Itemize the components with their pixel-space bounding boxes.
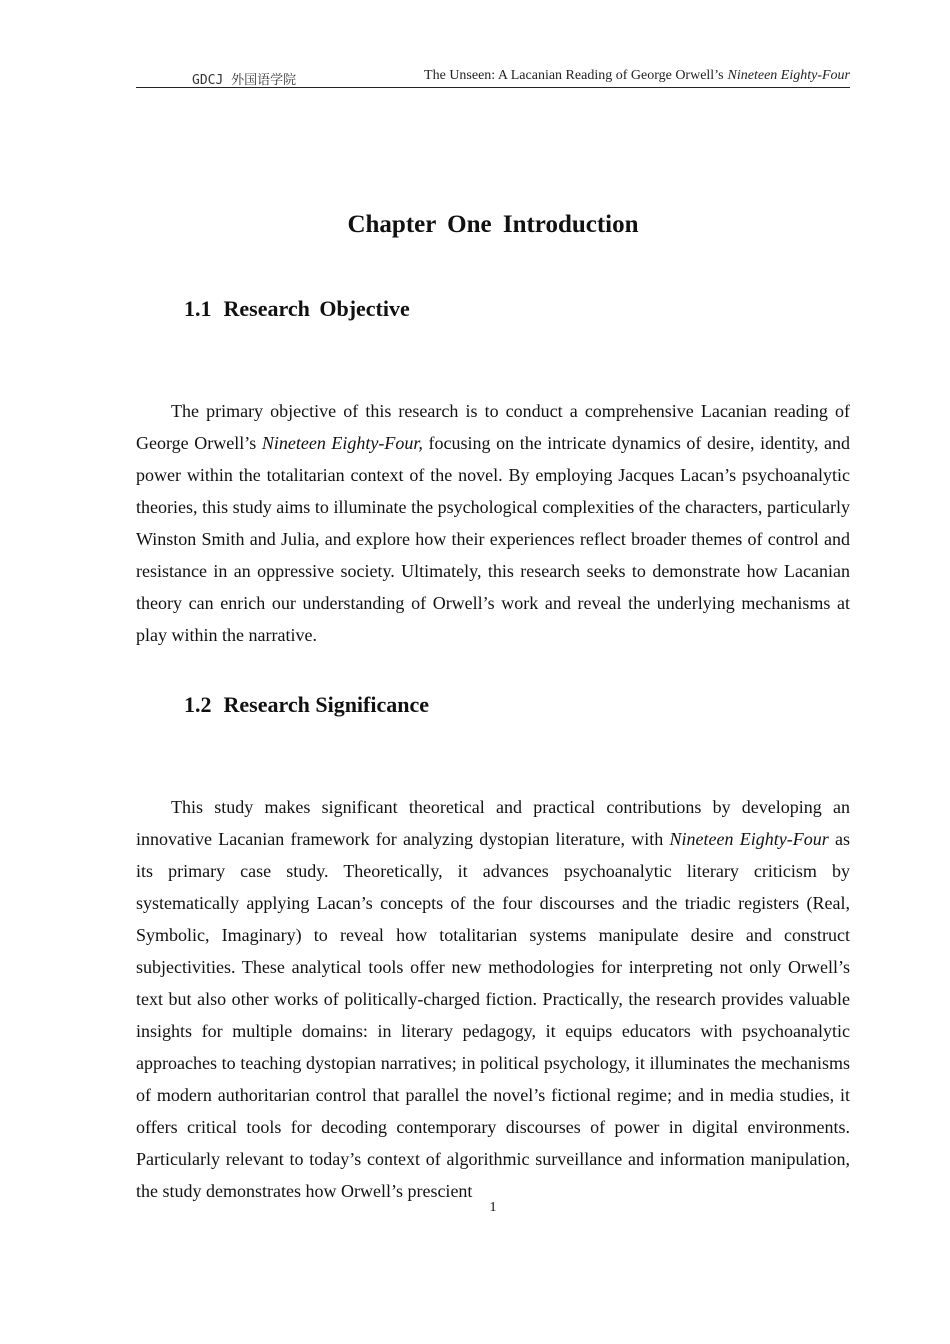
chapter-title: Chapter One Introduction — [347, 211, 639, 238]
book-title-italic: Nineteen Eighty-Four, — [261, 433, 423, 453]
section-title: Research Objective — [223, 296, 410, 321]
section-heading-research-objective — [184, 296, 410, 322]
paragraph-text: focusing on the intricate dynamics of desire, identity, and power within the totalitarian context of the novel. By employing Jacques Lacan’s psychoanalytic theories, this study aims to illuminate the psychological complexities of the characters, particularly Winston Smith and Julia, and explore how their experiences reflect broader themes of control and resistance in an oppressive society. Ultimately, this research seeks to demonstrate how Lacanian theory can enrich our understanding of Orwell’s work and reveal the underlying mechanisms at play within the narrative. — [136, 433, 851, 645]
page-number: 1 — [489, 1200, 497, 1215]
paragraph-text: This study makes significant theoretical and practical contributions by developing an innovative Lacanian framework for analyzing dystopian literature, with — [136, 797, 850, 849]
section-title: Research Significance — [223, 692, 430, 717]
header-institution: GDCJ 外国语学院 — [192, 73, 297, 88]
running-header — [136, 66, 850, 88]
paragraph-research-objective — [136, 395, 850, 651]
header-thesis-title — [424, 68, 850, 84]
header-book-title: Nineteen Eighty-Four — [727, 68, 850, 83]
paragraph-research-significance — [136, 791, 850, 1207]
section-heading-research-significance — [184, 692, 429, 718]
section-number: 1.1 — [184, 296, 212, 321]
section-number: 1.2 — [184, 692, 212, 717]
paragraph-text: The primary objective of this research is to conduct a comprehensive Lacanian reading of George Orwell’s — [136, 401, 850, 453]
paragraph-text: as its primary case study. Theoretically, it advances psychoanalytic literary criticism by systematically applying Lacan’s concepts of the four discourses and the triadic registers (Real, Symbolic, Imaginary) to reveal how totalitarian systems manipulate desire and construct subjectivities. These analytical tools offer new methodologies for interpreting not only Orwell’s text but also other works of politically-charged fiction. Practically, the research provides valuable insights for multiple domains: in literary pedagogy, it equips educators with psychoanalytic approaches to teaching dystopian narratives; in political psychology, it illuminates the mechanisms of modern authoritarian control that parallel the novel’s fictional regime; and in media studies, it offers critical tools for decoding contemporary discourses of power in digital environments. Particularly relevant to today’s context of algorithmic surveillance and information manipulation, the study demonstrates how Orwell’s prescient — [136, 829, 851, 1201]
header-title-text: The Unseen: A Lacanian Reading of George Orwell’s — [424, 68, 724, 83]
book-title-italic: Nineteen Eighty-Four — [669, 829, 829, 849]
